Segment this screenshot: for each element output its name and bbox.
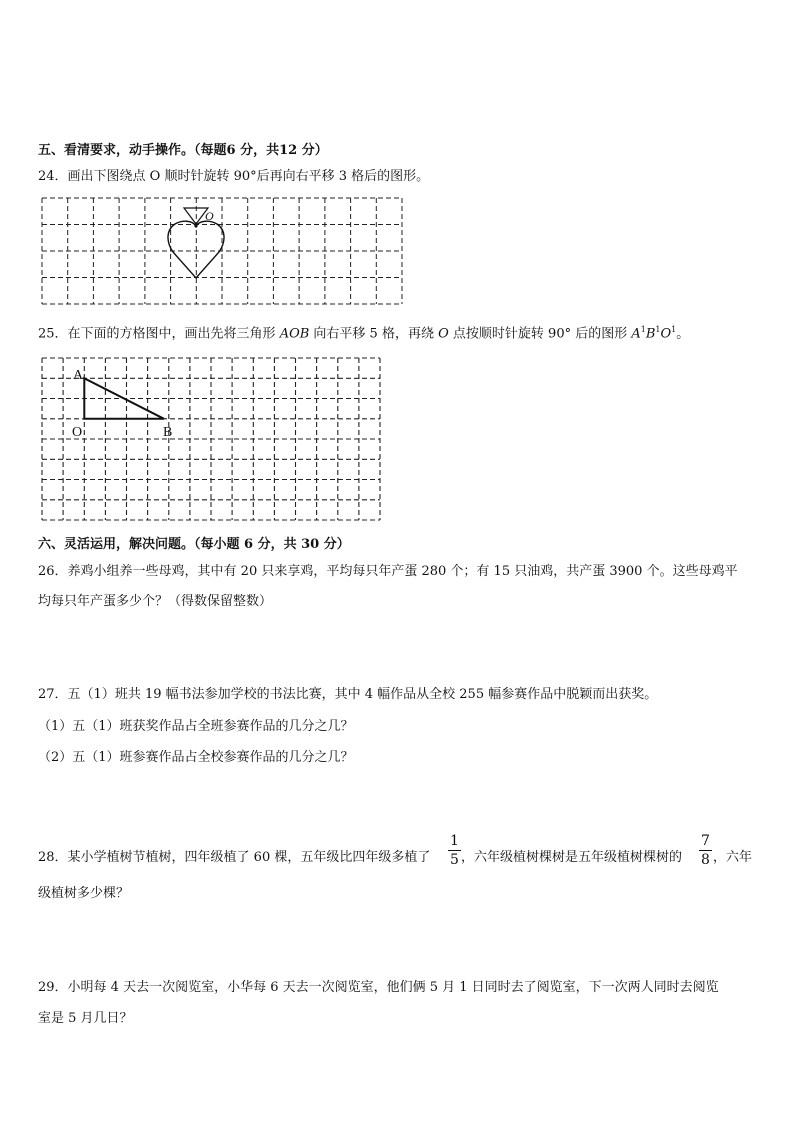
question-28-part-3: ，六年 <box>713 850 753 865</box>
q25-sup-a: 1 <box>640 325 646 334</box>
q25-text-b: 向右平移 5 格，再绕 <box>309 326 439 342</box>
rotation-point-o <box>194 224 197 227</box>
q25-triangle-aob: AOB <box>279 326 310 342</box>
q25-point-o: O <box>438 326 449 342</box>
vertex-a-label: A <box>73 368 84 383</box>
q25-sup-b: 1 <box>655 325 661 334</box>
question-24-grid-figure <box>42 198 404 306</box>
question-26-line-1: 26．养鸡小组养一些母鸡，其中有 20 只来享鸡，平均每只年产蛋 280 个；有 15 只油鸡，共产蛋 3900 个。这些母鸡平 <box>38 564 738 579</box>
q24-dashed-grid <box>42 198 402 304</box>
q25-end: 。 <box>676 326 690 342</box>
fraction-2-denominator: 8 <box>701 852 710 868</box>
fraction-1-denominator: 5 <box>450 852 459 868</box>
question-25-text <box>38 326 689 340</box>
fraction-2-numerator: 7 <box>701 833 710 849</box>
question-26-line-2: 均每只年产蛋多少个？（得数保留整数） <box>38 594 273 609</box>
point-o-label: O <box>205 209 214 223</box>
question-27-sub-1: （1）五（1）班获奖作品占全班参赛作品的几分之几？ <box>38 719 354 734</box>
section-5-heading: 五、看清要求，动手操作。（每题6 分，共12 分） <box>38 143 328 158</box>
question-29-line-1: 29．小明每 4 天去一次阅览室，小华每 6 天去一次阅览室，他们俩 5 月 1 日同时去了阅览室，下一次两人同时去阅览 <box>38 980 719 995</box>
section-6-heading: 六、灵活运用，解决问题。（每小题 6 分，共 30 分） <box>38 537 350 552</box>
q25-image-b: B <box>645 326 656 342</box>
question-27-sub-2: （2）五（1）班参赛作品占全校参赛作品的几分之几？ <box>38 750 354 765</box>
q25-image-a: A <box>631 326 641 342</box>
q25-text-c: 点按顺时针旋转 90° 后的图形 <box>448 326 632 342</box>
q25-text-a: 25．在下面的方格图中，画出先将三角形 <box>38 326 280 342</box>
question-24-text: 24．画出下图绕点 O 顺时针旋转 90°后再向右平移 3 格后的图形。 <box>38 169 430 184</box>
vertex-b-label: B <box>163 425 173 440</box>
question-25-grid-figure <box>42 358 382 522</box>
question-28-part-2: ，六年级植树棵树是五年级植树棵树的 <box>461 850 683 865</box>
question-28-part-1: 28．某小学植树节植树，四年级植了 60 棵，五年级比四年级多植了 <box>38 850 431 865</box>
q25-image-o: O <box>660 326 672 342</box>
question-28-line-2: 级植树多少棵？ <box>38 886 130 901</box>
fraction-1-numerator: 1 <box>450 833 459 849</box>
fraction-seven-eighths <box>699 834 712 867</box>
triangle-aob <box>84 378 164 419</box>
question-27-line-1: 27．五（1）班共 19 幅书法参加学校的书法比赛，其中 4 幅作品从全校 255 幅参赛作品中脱颖而出获奖。 <box>38 687 658 702</box>
vertex-o-label: O <box>72 425 83 440</box>
fraction-one-fifth <box>448 834 461 867</box>
question-29-line-2: 室是 5 月几日？ <box>38 1011 133 1026</box>
q25-sup-o: 1 <box>671 325 677 334</box>
